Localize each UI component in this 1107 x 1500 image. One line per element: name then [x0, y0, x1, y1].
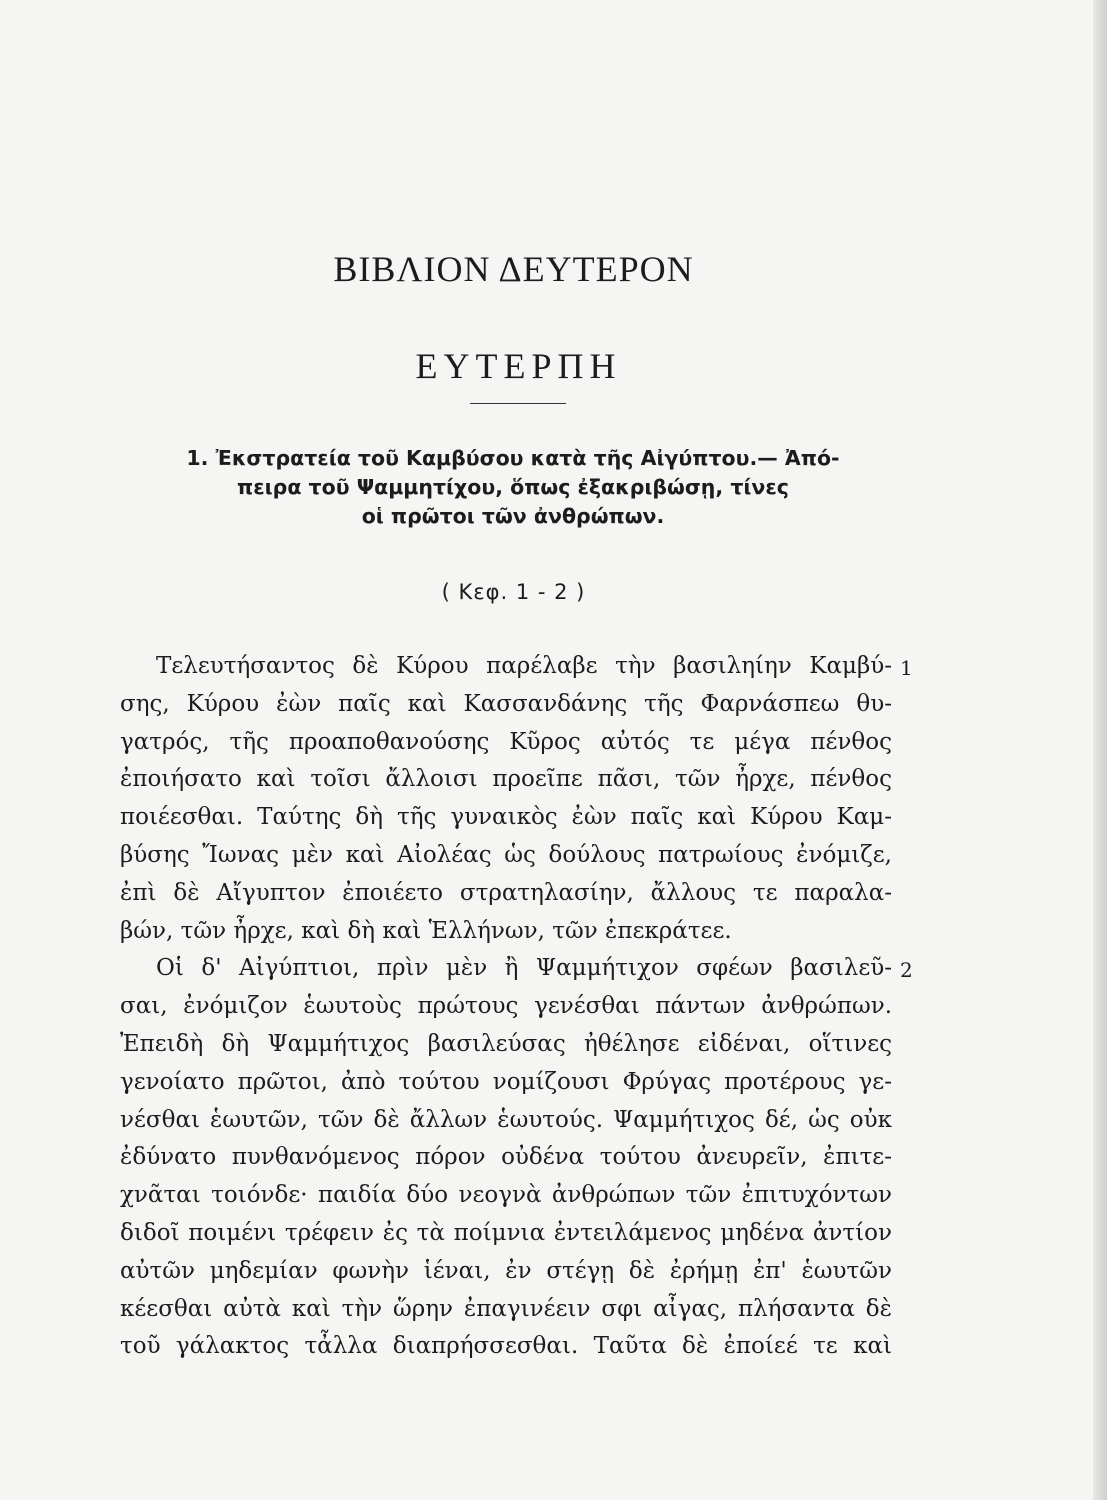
chapter-heading	[128, 444, 898, 531]
heading-line: 1. Ἐκστρατεία τοῦ Καμβύσου κατὰ τῆς Αἰγύπτου.— Ἀπό-	[186, 446, 840, 470]
title-rule	[470, 403, 566, 404]
text-line: χνᾶται τοιόνδε· παιδία δύο νεογνὰ ἀνθρώπων τῶν ἐπιτυχόντων	[120, 1182, 892, 1209]
body-text	[120, 648, 892, 1366]
text-line: ἐδύνατο πυνθανόμενος πόρον οὐδένα τούτου ἀνευρεῖν, ἐπιτε-	[120, 1144, 892, 1171]
text-line: διδοῖ ποιμένι τρέφειν ἐς τὰ ποίμνια ἐντειλάμενος μηδένα ἀντίον	[120, 1219, 892, 1246]
page-edge	[1093, 0, 1107, 1500]
text-line: Τελευτήσαντος δὲ Κύρου παρέλαβε τὴν βασιληίην Καμβύ-	[156, 653, 892, 679]
text-line: Ἐπειδὴ δὴ Ψαμμήτιχος βασιλεύσας ἠθέλησε εἰδέναι, οἵτινες	[120, 1030, 892, 1057]
text-line: αὐτῶν μηδεμίαν φωνὴν ἱέναι, ἐν στέγῃ δὲ ἐρήμῃ ἐπ' ἑωυτῶν	[120, 1257, 892, 1284]
text-line: βών, τῶν ἦρχε, καὶ δὴ καὶ Ἑλλήνων, τῶν ἐπεκράτεε.	[120, 917, 732, 944]
text-line: Οἱ δ' Αἰγύπτιοι, πρὶν μὲν ἢ Ψαμμήτιχον σφέων βασιλεῦ-	[156, 955, 892, 982]
heading-line: οἱ πρῶτοι τῶν ἀνθρώπων.	[361, 504, 665, 528]
text-line: ποιέεσθαι. Ταύτης δὴ τῆς γυναικὸς ἐὼν παῖς καὶ Κύρου Καμ-	[120, 804, 892, 831]
heading-line: πειρα τοῦ Ψαμμητίχου, ὅπως ἐξακριβώσῃ, τίνες	[237, 475, 789, 499]
margin-number: 1	[900, 656, 913, 680]
text-line: γατρός, τῆς προαποθανούσης Κῦρος αὐτός τε μέγα πένθος	[120, 728, 892, 755]
text-line: κέεσθαι αὐτὰ καὶ τὴν ὥρην ἐπαγινέειν σφι αἶγας, πλήσαντα δὲ	[120, 1295, 892, 1322]
text-line: ἐποιήσατο καὶ τοῖσι ἄλλοισι προεῖπε πᾶσι, τῶν ἦρχε, πένθος	[120, 766, 892, 793]
text-line: τοῦ γάλακτος τἆλλα διαπρήσσεσθαι. Ταῦτα δὲ ἐποίεέ τε καὶ	[120, 1333, 892, 1360]
text-line: νέσθαι ἑωυτῶν, τῶν δὲ ἄλλων ἑωυτούς. Ψαμμήτιχος δέ, ὡς οὐκ	[120, 1106, 892, 1133]
chapter-reference: ( Κεφ. 1 - 2 )	[441, 580, 586, 604]
text-line: σης, Κύρου ἐὼν παῖς καὶ Κασσανδάνης τῆς Φαρνάσπεω θυ-	[120, 690, 892, 717]
text-line: βύσης Ἴωνας μὲν καὶ Αἰολέας ὡς δούλους πατρωίους ἐνόμιζε,	[120, 841, 892, 868]
margin-number: 2	[900, 958, 913, 982]
section-title: ΕΥΤΕΡΠΗ	[415, 346, 622, 386]
text-line: γενοίατο πρῶτοι, ἀπὸ τούτου νομίζουσι Φρύγας προτέρους γε-	[120, 1068, 892, 1095]
text-line: ἐπὶ δὲ Αἴγυπτον ἐποιέετο στρατηλασίην, ἄλλους τε παραλα-	[120, 879, 892, 906]
book-title: ΒΙΒΛΙΟΝ ΔΕΥΤΕΡΟΝ	[333, 249, 694, 289]
text-line: σαι, ἐνόμιζον ἑωυτοὺς πρώτους γενέσθαι πάντων ἀνθρώπων.	[120, 993, 892, 1020]
